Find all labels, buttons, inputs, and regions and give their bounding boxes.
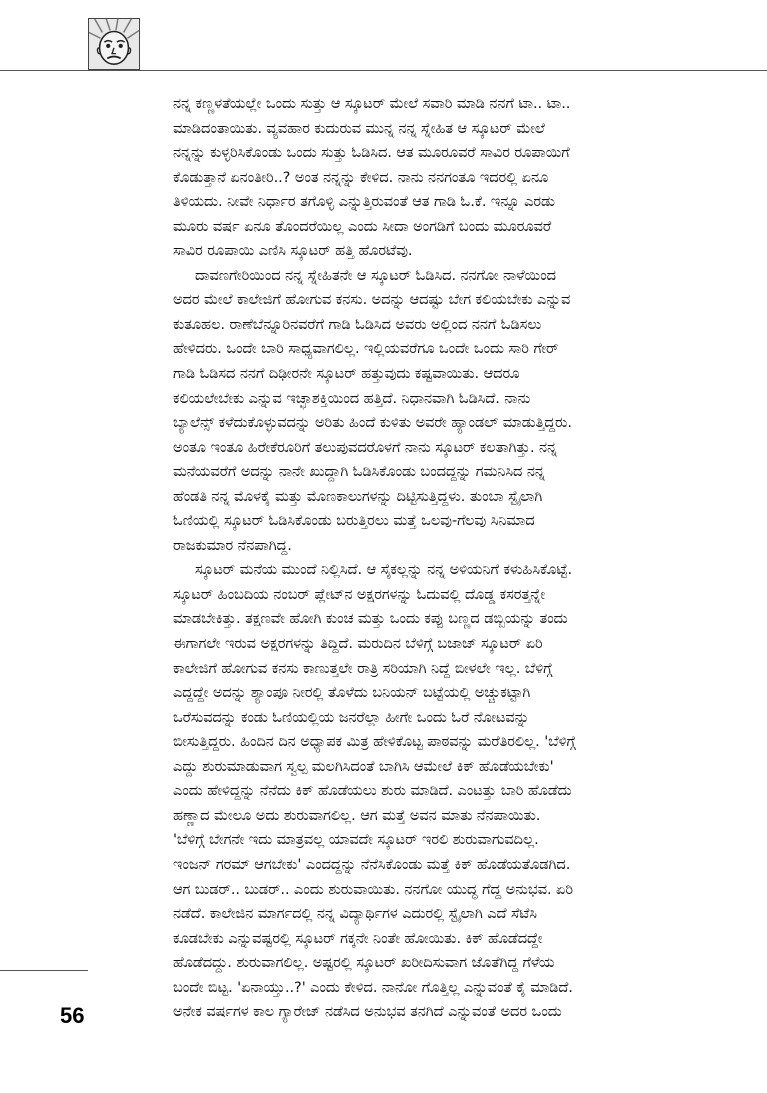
page-number: 56 [60, 1003, 85, 1028]
text-line: ಎದ್ದದ್ದೇ ಅದನ್ನು ಶ್ಯಾಂಪೂ ನೀರಲ್ಲಿ ತೊಳೆದು ಬನಿಯನ್ ಬಟ್ಟೆಯಲ್ಲಿ ಅಚ್ಚುಕಟ್ಟಾಗಿ [173, 684, 531, 702]
text-line: ಗಾಡಿ ಓಡಿಸದ ನನಗೆ ದಿಢೀರನೇ ಸ್ಕೂಟರ್ ಹತ್ತುವುದು ಕಷ್ಟವಾಯಿತು. ಆದರೂ [173, 365, 520, 383]
text-line: ಹಣ್ಣಾದ ಮೇಲೂ ಅದು ಶುರುವಾಗಲಿಲ್ಲ. ಆಗ ಮತ್ತೆ ಅವನ ಮಾತು ನೆನಪಾಯಿತು. [173, 806, 541, 824]
text-line: ಮನೆಯವರೆಗೆ ಅದನ್ನು ನಾನೇ ಖುದ್ದಾಗಿ ಓಡಿಸಿಕೊಂಡು ಬಂದದ್ದನ್ನು ಗಮನಿಸಿದ ನನ್ನ [173, 463, 545, 481]
text-line: ಮಾಡಬೇಕಿತ್ತು. ತಕ್ಷಣವೇ ಹೋಗಿ ಕುಂಚ ಮತ್ತು ಒಂದು ಕಪ್ಪು ಬಣ್ಣದ ಡಬ್ಬಿಯನ್ನು ತಂದು [173, 610, 568, 628]
text-line: ಎಂದು ಹೇಳಿದ್ದನ್ನು ನೆನೆದು ಕಿಕ್ ಹೊಡೆಯಲು ಶುರು ಮಾಡಿದೆ. ಎಂಟತ್ತು ಬಾರಿ ಹೊಡೆದು [173, 782, 572, 800]
text-line: ನನ್ನ ಕಣ್ಣಳತೆಯಲ್ಲೇ ಒಂದು ಸುತ್ತು ಆ ಸ್ಕೂಟರ್ ಮೇಲೆ ಸವಾರಿ ಮಾಡಿ ನನಗೆ ಟಾ.. ಟಾ.. [173, 95, 571, 112]
text-line: ಕುತೂಹಲ. ರಾಣೆಬೆನ್ನೂರಿನವರೆಗೆ ಗಾಡಿ ಓಡಿಸಿದ ಅವರು ಅಲ್ಲಿಂದ ನನಗೆ ಓಡಿಸಲು [173, 315, 542, 333]
text-line: ನಡೆದೆ. ಕಾಲೇಜಿನ ಮಾರ್ಗದಲ್ಲಿ ನನ್ನ ವಿದ್ಯಾರ್ಥಿಗಳ ಎದುರಲ್ಲಿ ಸ್ಟೈಲಾಗಿ ಎದೆ ಸೆಟೆಸಿ [173, 905, 537, 923]
text-line: ಇಂಜನ್ ಗರಮ್ ಆಗಬೇಕು' ಎಂದದ್ದನ್ನು ನೆನೆಸಿಕೊಂಡು ಮತ್ತೆ ಕಿಕ್ ಹೊಡೆಯತೊಡಗಿದ. [173, 855, 571, 873]
text-line: ಹೇಳಿದರು. ಒಂದೇ ಬಾರಿ ಸಾಧ್ಯವಾಗಲಿಲ್ಲ. ಇಲ್ಲಿಯವರೆಗೂ ಒಂದೇ ಒಂದು ಸಾರಿ ಗೇರ್ [173, 340, 559, 358]
paragraph-2 [173, 264, 713, 559]
header-divider [0, 70, 767, 71]
text-line: ಸ್ಕೂಟರ್ ಮನೆಯ ಮುಂದೆ ನಿಲ್ಲಿಸಿದೆ. ಆ ಸೈಕಲ್ಲನ್ನು ನನ್ನ ಅಳಿಯನಿಗೆ ಕಳುಹಿಸಿಕೊಟ್ಟೆ. [195, 561, 572, 579]
text-line: ಹೊಡೆದದ್ದು. ಶುರುವಾಗಲಿಲ್ಲ. ಅಷ್ಟರಲ್ಲಿ ಸ್ಕೂಟರ್ ಖರೀದಿಸುವಾಗ ಜೊತೆಗಿದ್ದ ಗೆಳೆಯ [173, 954, 555, 972]
cartoon-face-icon [89, 19, 139, 69]
text-line: ಕಾಲೇಜಿಗೆ ಹೋಗುವ ಕನಸು ಕಾಣುತ್ತಲೇ ರಾತ್ರಿ ಸರಿಯಾಗಿ ನಿದ್ದೆ ಬೀಳಲೇ ಇಲ್ಲ. ಬೆಳಿಗ್ಗೆ [173, 659, 553, 677]
text-line: ಬೀಸುತ್ತಿದ್ದರು. ಹಿಂದಿನ ದಿನ ಅಧ್ಯಾಪಕ ಮಿತ್ರ ಹೇಳಿಕೊಟ್ಟ ಪಾಠವನ್ನು ಮರೆತಿರಲಿಲ್ಲ. 'ಬೆಳಿಗ್ಗೆ [173, 733, 576, 751]
text-line: ಸ್ಕೂಟರ್ ಹಿಂಬದಿಯ ನಂಬರ್ ಪ್ಲೇಟ್‌ನ ಅಕ್ಷರಗಳನ್ನು ಓದುವಲ್ಲಿ ದೊಡ್ಡ ಕಸರತ್ತನ್ನೇ [173, 585, 546, 603]
text-line: ನನ್ನನ್ನು ಕುಳ್ಳರಿಸಿಕೊಂಡು ಒಂದು ಸುತ್ತು ಓಡಿಸಿದ. ಆತ ಮೂರೂವರೆ ಸಾವಿರ ರೂಪಾಯಿಗೆ [173, 144, 570, 162]
text-line: ಮಾಡಿದಂತಾಯಿತು. ವ್ಯವಹಾರ ಕುದುರುವ ಮುನ್ನ ನನ್ನ ಸ್ನೇಹಿತ ಆ ಸ್ಕೂಟರ್ ಮೇಲೆ [173, 119, 545, 137]
text-line: 'ಬೆಳಿಗ್ಗೆ ಬೇಗನೇ ಇದು ಮಾತ್ರವಲ್ಲ ಯಾವದೇ ಸ್ಕೂಟರ್ ಇರಲಿ ಶುರುವಾಗುವದಿಲ್ಲ. [173, 831, 539, 849]
article-body [173, 92, 713, 1025]
footer-divider [0, 970, 88, 971]
paragraph-3 [173, 558, 713, 1024]
text-line: ಕೂಡಬೇಕು ಎನ್ನುವಷ್ಟರಲ್ಲಿ ಸ್ಕೂಟರ್ ಗಕ್ಕನೇ ನಿಂತೇ ಹೋಯಿತು. ಕಿಕ್ ಹೊಡೆದದ್ದೇ [173, 929, 543, 947]
text-line: ಈಗಾಗಲೇ ಇರುವ ಅಕ್ಷರಗಳನ್ನು ತಿದ್ದಿದೆ. ಮರುದಿನ ಬೆಳಿಗ್ಗೆ ಬಜಾಜ್ ಸ್ಕೂಟರ್ ಏರಿ [173, 635, 543, 653]
text-line: ಕೊಡುತ್ತಾನೆ ಏನಂತೀರಿ..? ಅಂತ ನನ್ನನ್ನು ಕೇಳಿದ. ನಾನು ನನಗಂತೂ ಇದರಲ್ಲಿ ಏನೂ [173, 168, 549, 186]
header-logo [88, 18, 140, 70]
text-line: ಹೆಂಡತಿ ನನ್ನ ಮೊಳಕೈ ಮತ್ತು ಮೊಣಕಾಲುಗಳನ್ನು ದಿಟ್ಟಿಸುತ್ತಿದ್ದಳು. ತುಂಬಾ ಸ್ಟೈಲಾಗಿ [173, 487, 543, 505]
text-line: ಅಂತೂ ಇಂತೂ ಹಿರೇಕೆರೂರಿಗೆ ತಲುಪುವದರೊಳಗೆ ನಾನು ಸ್ಕೂಟರ್ ಕಲತಾಗಿತ್ತು. ನನ್ನ [173, 438, 558, 456]
text-line: ದಾವಣಗೇರಿಯಿಂದ ನನ್ನ ಸ್ನೇಹಿತನೇ ಆ ಸ್ಕೂಟರ್ ಓಡಿಸಿದ. ನನಗೋ ನಾಳೆಯಿಂದ [195, 266, 556, 284]
text-line: ಸಾವಿರ ರೂಪಾಯಿ ಎಣಿಸಿ ಸ್ಕೂಟರ್ ಹತ್ತಿ ಹೊರಟೆವು. [173, 242, 413, 260]
text-line: ಆಗ ಬುಡರ್.. ಬುಡರ್.. ಎಂದು ಶುರುವಾಯಿತು. ನನಗೋ ಯುದ್ಧ ಗೆದ್ದ ಅನುಭವ. ಏರಿ [173, 880, 573, 898]
text-line: ತಿಳಿಯದು. ನೀವೇ ನಿರ್ಧಾರ ತಗೊಳ್ಳಿ ಎನ್ನುತ್ತಿರುವಂತೆ ಆತ ಗಾಡಿ ಓ.ಕೆ. ಇನ್ನೂ ಎರಡು [173, 193, 555, 211]
text-line: ಅನೇಕ ವರ್ಷಗಳ ಕಾಲ ಗ್ಯಾರೇಜ್ ನಡೆಸಿದ ಅನುಭವ ತನಗಿದೆ ಎನ್ನುವಂತೆ ಅದರ ಒಂದು [173, 1003, 562, 1021]
text-line: ರಾಜಕುಮಾರ ನೆನಪಾಗಿದ್ದ. [173, 536, 292, 554]
paragraph-1 [173, 92, 713, 264]
text-line: ಎದ್ದು ಶುರುಮಾಡುವಾಗ ಸ್ವಲ್ಪ ಮಲಗಿಸಿದಂತೆ ಬಾಗಿಸಿ ಆಮೇಲೆ ಕಿಕ್ ಹೊಡೆಯಬೇಕು' [173, 757, 554, 775]
text-line: ಕಲಿಯಲೇಬೇಕು ಎನ್ನುವ ಇಚ್ಛಾಶಕ್ತಿಯಿಂದ ಹತ್ತಿದೆ. ನಿಧಾನವಾಗಿ ಓಡಿಸಿದೆ. ನಾನು [173, 389, 531, 407]
text-line: ಅದರ ಮೇಲೆ ಕಾಲೇಜಿಗೆ ಹೋಗುವ ಕನಸು. ಅದನ್ನು ಆದಷ್ಟು ಬೇಗ ಕಲಿಯಬೇಕು ಎನ್ನುವ [173, 291, 571, 309]
text-line: ಓಣಿಯಲ್ಲಿ ಸ್ಕೂಟರ್ ಓಡಿಸಿಕೊಂಡು ಬರುತ್ತಿರಲು ಮತ್ತೆ ಒಲವು-ಗೆಲವು ಸಿನಿಮಾದ [173, 512, 535, 530]
text-line: ಬಂದೇ ಬಿಟ್ಟ. 'ಏನಾಯ್ತು..?' ಎಂದು ಕೇಳಿದ. ನಾನೋ ಗೊತ್ತಿಲ್ಲ ಎನ್ನುವಂತೆ ಕೈ ಮಾಡಿದೆ. [173, 978, 573, 996]
text-line: ಒರೆಸುವದನ್ನು ಕಂಡು ಓಣಿಯಲ್ಲಿಯ ಜನರೆಲ್ಲಾ ಹೀಗೇ ಒಂದು ಓರೆ ನೋಟವನ್ನು [173, 708, 530, 726]
text-line: ಮೂರು ವರ್ಷ ಏನೂ ತೊಂದರೆಯಿಲ್ಲ ಎಂದು ಸೀದಾ ಅಂಗಡಿಗೆ ಬಂದು ಮೂರೂವರೆ [173, 217, 552, 235]
text-line: ಬ್ಯಾಲೆನ್ಸ್ ಕಳೆದುಕೊಳ್ಳುವದನ್ನು ಅರಿತು ಹಿಂದೆ ಕುಳಿತು ಅವರೇ ಹ್ಯಾಂಡಲ್ ಮಾಡುತ್ತಿದ್ದರು. [173, 414, 572, 432]
